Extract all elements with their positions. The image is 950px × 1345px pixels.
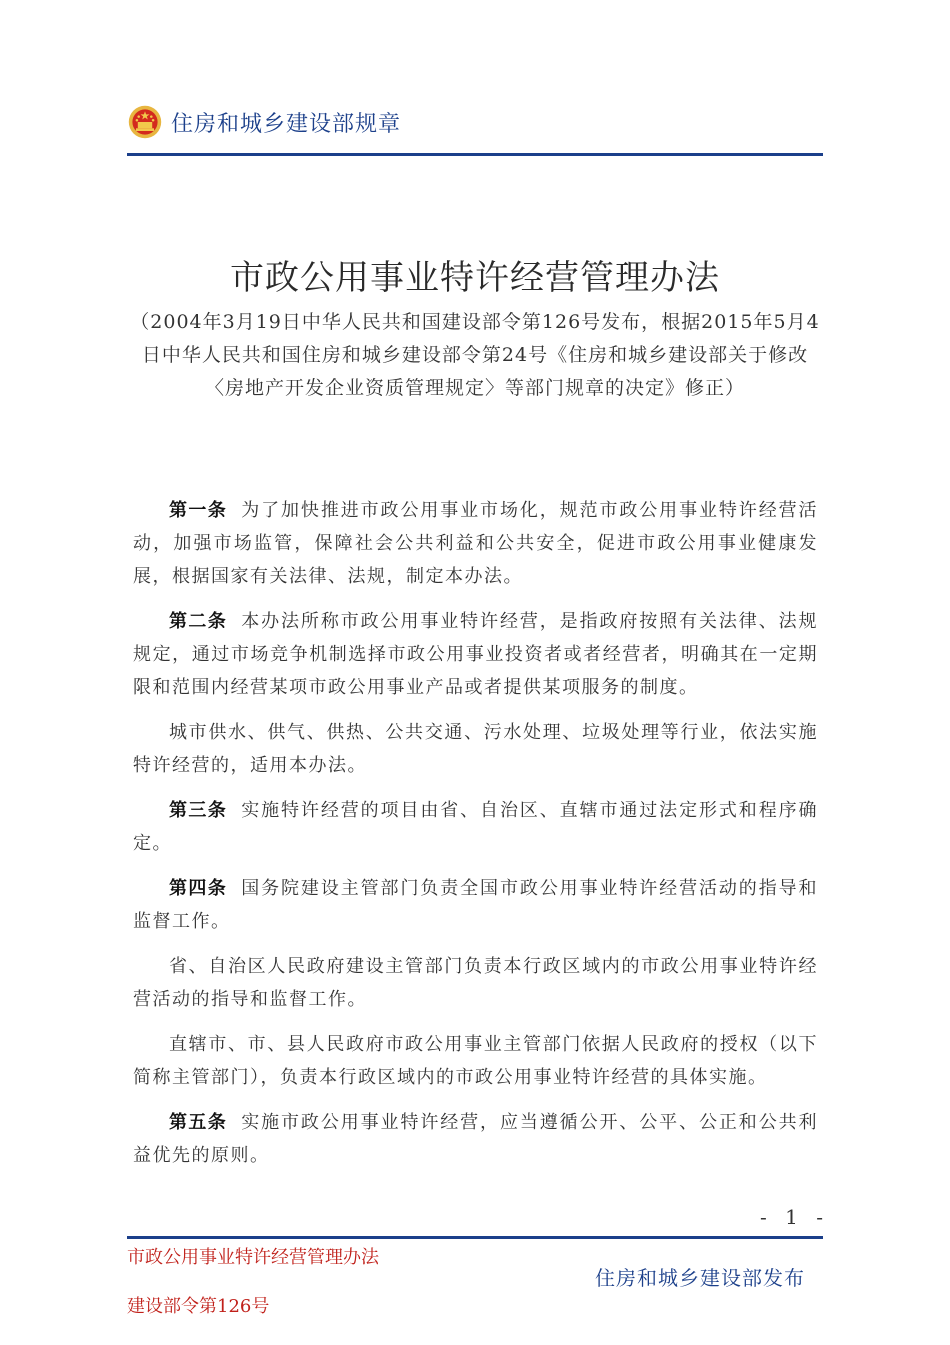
article-text: 实施市政公用事业特许经营，应当遵循公开、公平、公正和公共利益优先的原则。 [133,1112,819,1166]
article-text: 省、自治区人民政府建设主管部门负责本行政区域内的市政公用事业特许经营活动的指导和监督工作。 [133,956,818,1010]
footer-order-number: 建设部令第126号 [127,1296,270,1317]
article-label: 第二条 [169,611,228,632]
article-text: 城市供水、供气、供热、公共交通、污水处理、垃圾处理等行业，依法实施特许经营的，适用本办法。 [133,722,818,776]
article-label: 第一条 [169,500,228,521]
article-2-paragraph-2 [133,716,818,782]
article-text: 国务院建设主管部门负责全国市政公用事业特许经营活动的指导和监督工作。 [133,878,819,932]
article-2 [133,605,818,704]
article-5 [133,1106,818,1172]
document-body [133,494,818,1184]
header-divider [127,153,823,156]
article-label: 第三条 [169,800,228,821]
footer-doc-title: 市政公用事业特许经营管理办法 [127,1247,379,1268]
page-number: - 1 - [760,1205,829,1229]
article-1 [133,494,818,593]
national-emblem-icon [127,104,163,140]
header-title: 住房和城乡建设部规章 [171,111,402,137]
article-text: 直辖市、市、县人民政府市政公用事业主管部门依据人民政府的授权（以下简称主管部门），负责本行政区域内的市政公用事业特许经营的具体实施。 [133,1034,818,1088]
article-4 [133,872,818,938]
footer-publisher: 住房和城乡建设部发布 [595,1266,805,1290]
document-header [127,104,401,140]
article-4-paragraph-3 [133,1028,818,1094]
document-title: 市政公用事业特许经营管理办法 [230,258,720,298]
article-text: 实施特许经营的项目由省、自治区、直辖市通过法定形式和程序确定。 [133,800,819,854]
article-text: 为了加快推进市政公用事业市场化，规范市政公用事业特许经营活动，加强市场监管，保障社会公共利益和公共安全，促进市政公用事业健康发展，根据国家有关法律、法规，制定本办法。 [133,500,819,587]
document-subtitle: （2004年3月19日中华人民共和国建设部令第126号发布，根据2015年5月4日中华人民共和国住房和城乡建设部令第24号《住房和城乡建设部关于修改〈房地产开发企业资质管理规定〉等部门规章的决定》修正） [130,311,820,399]
footer-divider [127,1236,823,1239]
article-label: 第四条 [169,878,228,899]
article-label: 第五条 [169,1112,228,1133]
article-3 [133,794,818,860]
article-4-paragraph-2 [133,950,818,1016]
article-text: 本办法所称市政公用事业特许经营，是指政府按照有关法律、法规规定，通过市场竞争机制选择市政公用事业投资者或者经营者，明确其在一定期限和范围内经营某项市政公用事业产品或者提供某项服务的制度。 [133,611,819,698]
